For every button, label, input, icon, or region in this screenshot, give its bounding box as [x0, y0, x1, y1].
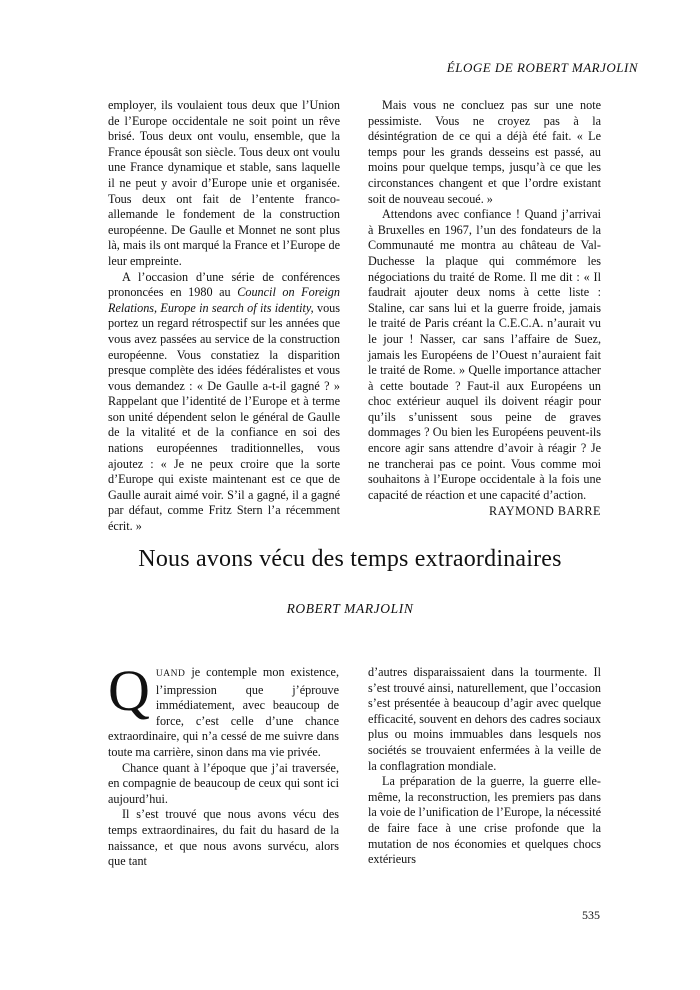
text-span: vous portez un regard rétrospectif sur les années que vous avez passées au service de la construction européenne. Vous constatiez la disparition presque complète des idées fédéralistes et vous vous demandez : « De Gaulle a-t-il gagné ? » Rappelant que l’identité de l’Europe et à terme son unité dépendent selon le général de Gaulle de la vitalité et de la confiance en soi des nations européennes traditionnelles, vous ajoutez : « Je ne peux croire que la sorte d’Europe qui existe maintenant est ce que de Gaulle aurait aimé voir. S’il a gagné, il a gagné par défaut, comme Fritz Stern l’a récemment écrit. »: [108, 300, 340, 534]
drop-cap: Q: [108, 658, 150, 723]
signature: RAYMOND BARRE: [488, 504, 601, 519]
paragraph: Il s’est trouvé que nous avons vécu des temps extraordinaires, du fait du hasard de la naissance, et que nous avons survécu, alors que tant: [108, 807, 339, 869]
running-head: ÉLOGE DE ROBERT MARJOLIN: [446, 60, 638, 75]
paragraph: employer, ils voulaient tous deux que l’Union de l’Europe occidentale ne soit point un rêve brisé. Tous deux ont voulu, ensemble, que la France épousât son siècle. Tous deux ont voulu une France dynamique et stable, sans laquelle il ne peut y avoir d’Europe unie et organisée. Tous deux ont fait de l’entente franco-allemande le fondement de la construction européenne. De Gaulle et Monnet ne sont plus là, mais ils ont marqué la France et l’Europe de leur empreinte.: [108, 98, 340, 268]
paragraph: Chance quant à l’époque que j’ai traversée, en compagnie de beaucoup de ceux qui sont ici aujourd’hui.: [108, 760, 339, 806]
page-number: 535: [582, 908, 600, 922]
paragraph: [108, 270, 340, 535]
italic-text: Council on Foreign Relations, Europe in search of its identity,: [108, 285, 340, 315]
top-left-column: [108, 98, 340, 535]
bottom-left-column: [108, 658, 339, 870]
opening-paragraph: [108, 658, 339, 761]
paragraph: Attendons avec confiance ! Quand j’arrivai à Bruxelles en 1967, l’un des fondateurs de la Communauté me montra au château de Val-Duchesse la plaque qui commémore les négociations du traité de Rome. Il me dit : « Il faudrait ajouter deux noms à cette liste : Staline, car sans lui et la guerre froide, jamais le traité de Paris créant la C.E.C.A. n’aurait vu le jour ! Nasser, car sans l’affaire de Suez, jamais les Européens de l’Ouest n’auraient fait le traité de Rome. » Quelle importance attacher à cette boutade ? Faut-il aux Européens un choc extérieur auquel ils doivent réagir pour qu’ils s’unissent sous peine de graves dommages ? Ou bien les Européens peuvent-ils encore agir sans attendre d’avoir à réagir ? Je ne trancherai pas ce point. Vous comme moi souhaitons à l’Europe occidentale à la fois une capacité de réaction et une capacité d’action.: [368, 207, 601, 502]
text-span: je contemple mon existence, l’impression que j’éprouve immédiatement, avec beaucoup de force, c’est celle d’une chance extraordinaire, qui n’a cessé de me suivre dans toute ma carrière, sinon dans ma vie privée.: [108, 665, 339, 759]
text-span: A l’occasion d’une série de conférences prononcées en 1980 au: [108, 269, 340, 300]
article-author: ROBERT MARJOLIN: [286, 601, 414, 616]
small-caps-lead: UAND: [155, 669, 186, 679]
paragraph: La préparation de la guerre, la guerre elle-même, la reconstruction, les premiers pas dans la voie de l’unification de l’Europe, la nécessité de faire face à une crise profonde que la mutation de nos économies et quelques chocs extérieurs: [368, 774, 601, 867]
article-title: Nous avons vécu des temps extraordinaires: [138, 546, 562, 572]
top-right-column: [368, 98, 601, 520]
paragraph: Mais vous ne concluez pas sur une note pessimiste. Vous ne croyez pas à la désintégration de ce qui a déjà été fait. « Le temps pour les grands desseins est passé, au moins pour quelque temps, jusqu’à ce que les circonstances changent et que l’ordre existant soit de nouveau secoué. »: [368, 98, 601, 206]
bottom-right-column: [368, 665, 601, 868]
paragraph: d’autres disparaissaient dans la tourmente. Il s’est trouvé ainsi, naturellement, que l’occasion s’est présentée à beaucoup d’agir avec quelque efficacité, souvent en dehors des cadres sociaux plus ou moins immuables dans lesquels nos sociétés se trouvaient enfermées à la veille de la conflagration mondiale.: [368, 665, 601, 773]
